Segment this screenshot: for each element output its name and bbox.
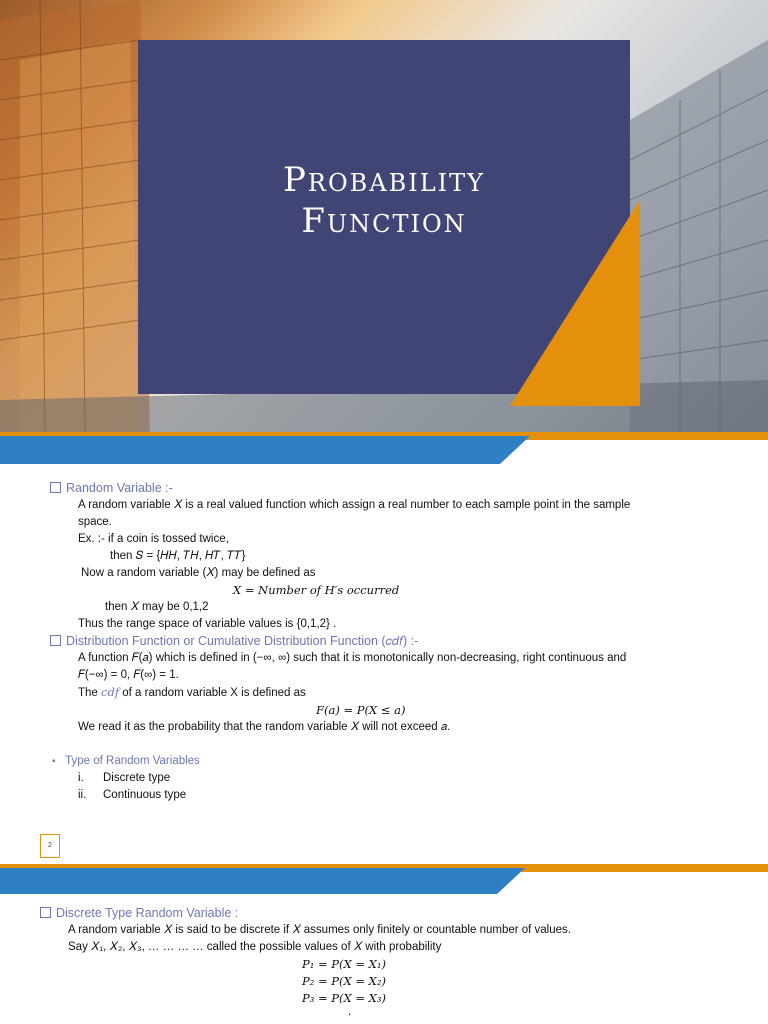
heading-random-variable: Random Variable :- xyxy=(50,480,720,497)
hero-image xyxy=(0,0,768,436)
heading-discrete-type: Discrete Type Random Variable : xyxy=(40,905,740,922)
equation: 𝑃₃ = 𝑃(𝑋 = 𝑋₃) xyxy=(302,991,386,1005)
heading-cdf: Distribution Function or Cumulative Distribution Function (𝑐𝑑𝑓) :- xyxy=(50,633,720,650)
list-item: ii. Continuous type xyxy=(78,789,187,801)
text-line: A random variable 𝑋 is a real valued function which assign a real number to each sample point in the sample xyxy=(78,499,631,511)
text-line: space. xyxy=(78,516,112,528)
page1-content xyxy=(50,480,720,804)
page2-content xyxy=(40,905,740,1017)
text-line: then 𝑆 = {𝐻𝐻, 𝑇𝐻, 𝐻𝑇, 𝑇𝑇} xyxy=(110,550,246,562)
page-title: Probability Function xyxy=(283,160,485,241)
text-line: We read it as the probability that the random variable 𝑋 will not exceed 𝑎. xyxy=(78,721,451,733)
text-line: A function 𝐹(𝑎) which is defined in (−∞, ∞) such that it is monotonically non-decreasing, right continuous and xyxy=(78,652,627,664)
section-band xyxy=(0,432,768,464)
orange-triangle-accent xyxy=(510,200,640,406)
checkbox-bullet-icon xyxy=(50,635,61,646)
equation: 𝑃₁ = 𝑃(𝑋 = 𝑋₁) xyxy=(302,957,386,971)
text-line: Now a random variable (𝑋) may be defined as xyxy=(81,567,316,579)
heading-types: ▪ Type of Random Variables xyxy=(52,755,200,767)
text-line: Thus the range space of variable values is {0,1,2} . xyxy=(78,618,337,630)
equation: 𝐹(𝑎) = 𝑃(𝑋 ≤ 𝑎) xyxy=(316,703,406,717)
text-line: A random variable 𝑋 is said to be discrete if 𝑋 assumes only finitely or countable number of values. xyxy=(68,924,571,936)
text-line: Ex. :- if a coin is tossed twice, xyxy=(78,533,229,545)
text-line: The 𝑐𝑑𝑓 of a random variable X is defined as xyxy=(78,685,306,699)
text-line: . xyxy=(348,1006,352,1018)
text-line: Say 𝑋₁, 𝑋₂, 𝑋₃, … … … … called the possible values of 𝑋 with probability xyxy=(68,941,442,953)
page-number: 2 xyxy=(40,834,60,858)
text-line: then 𝑋 may be 0,1,2 xyxy=(105,601,209,613)
equation: 𝑋 = 𝑁𝑢𝑚𝑏𝑒𝑟 𝑜𝑓 𝐻′𝑠 𝑜𝑐𝑐𝑢𝑟𝑟𝑒𝑑 xyxy=(233,583,400,597)
checkbox-bullet-icon xyxy=(50,482,61,493)
text-line: 𝐹(−∞) = 0, 𝐹(∞) = 1. xyxy=(78,669,179,681)
section-band xyxy=(0,864,768,896)
square-bullet-icon: ▪ xyxy=(52,756,56,767)
list-item: i. Discrete type xyxy=(78,772,171,784)
checkbox-bullet-icon xyxy=(40,907,51,918)
equation: 𝑃₂ = 𝑃(𝑋 = 𝑋₂) xyxy=(302,974,386,988)
